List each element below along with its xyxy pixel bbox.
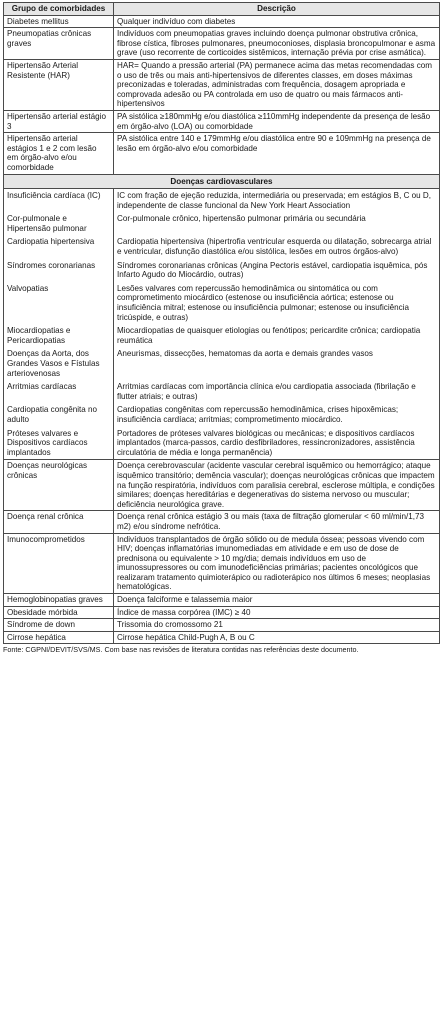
header-description-column: Descrição xyxy=(114,3,440,16)
table-header-row xyxy=(4,3,440,16)
description-cell: Qualquer indivíduo com diabetes xyxy=(114,15,440,28)
comorbidity-group-cell: Hemoglobinopatias graves xyxy=(4,594,114,607)
comorbidity-group-cell: Doença renal crônica xyxy=(4,511,114,533)
comorbidity-group-cell: Cardiopatia hipertensiva xyxy=(4,235,114,258)
section-title-cardiovascular: Doenças cardiovasculares xyxy=(4,174,440,189)
comorbidity-group-cell: Cardiopatia congênita no adulto xyxy=(4,403,114,426)
comorbidity-group-cell: Próteses valvares e Dispositivos cardíacos implantados xyxy=(4,427,114,460)
comorbidity-group-cell: Síndrome de down xyxy=(4,619,114,632)
comorbidity-group-cell: Valvopatias xyxy=(4,282,114,324)
table-row xyxy=(4,606,440,619)
description-cell: PA sistólica entre 140 e 179mmHg e/ou diastólica entre 90 e 109mmHg na presença de lesão em órgão-alvo e/ou comorbidade xyxy=(114,133,440,174)
table-row xyxy=(4,189,440,213)
comorbidity-group-cell: Hipertensão arterial estágio 3 xyxy=(4,110,114,132)
description-cell: Trissomia do cromossomo 21 xyxy=(114,619,440,632)
comorbidity-group-cell: Pneumopatias crônicas graves xyxy=(4,28,114,60)
table-row xyxy=(4,324,440,347)
table-row xyxy=(4,28,440,60)
comorbidities-table xyxy=(3,2,440,644)
description-cell: Indivíduos com pneumopatias graves incluindo doença pulmonar obstrutiva crônica, fibrose cística, fibroses pulmonares, pneumoconioses, displasia broncopulmonar e asma grave (uso recorrente de corticoides sistêmicos, internação prévia por crise asmática). xyxy=(114,28,440,60)
header-group-column: Grupo de comorbidades xyxy=(4,3,114,16)
comorbidity-group-cell: Cirrose hepática xyxy=(4,631,114,644)
table-row xyxy=(4,533,440,594)
section-row-cardiovascular xyxy=(4,174,440,189)
description-cell: Lesões valvares com repercussão hemodinâmica ou sintomática ou com comprometimento miocárdico (estenose ou insuficiência aórtica; estenose ou insuficiência mitral; estenose ou insuficiência pulmonar; estenose ou insuficiência tricúspide, e outras) xyxy=(114,282,440,324)
table-row xyxy=(4,235,440,258)
description-cell: Cor-pulmonale crônico, hipertensão pulmonar primária ou secundária xyxy=(114,212,440,235)
comorbidity-group-cell: Doenças da Aorta, dos Grandes Vasos e Fístulas arteriovenosas xyxy=(4,347,114,380)
table-row xyxy=(4,347,440,380)
table-row xyxy=(4,380,440,403)
description-cell: HAR= Quando a pressão arterial (PA) permanece acima das metas recomendadas com o uso de três ou mais anti-hipertensivos de diferentes classes, em doses máximas preconizadas e toleradas, administradas com frequência, dosagem apropriada e comprovada adesão ou PA controlada em uso de quatro ou mais fármacos anti-hipertensivos xyxy=(114,59,440,110)
comorbidity-group-cell: Diabetes mellitus xyxy=(4,15,114,28)
table-row xyxy=(4,259,440,282)
description-cell: Doença cerebrovascular (acidente vascular cerebral isquêmico ou hemorrágico; ataque isquêmico transitório; demência vascular); doenças neurológicas crônicas que impactem na função respiratória, indivíduos com paralisia cerebral, esclerose múltipla, e condições similares; doenças hereditárias e degenerativas do sistema nervoso ou muscular; deficiência neurológica grave. xyxy=(114,460,440,511)
description-cell: Cardiopatias congênitas com repercussão hemodinâmica, crises hipoxêmicas; insuficiência cardíaca; arritmias; comprometimento miocárdico. xyxy=(114,403,440,426)
description-cell: Indivíduos transplantados de órgão sólido ou de medula óssea; pessoas vivendo com HIV; doenças inflamatórias imunomediadas em atividade e em uso de dose de prednisona ou equivalente > 10 mg/dia; demais indivíduos em uso de imunossupressores ou com imunodeficiências primárias; pacientes oncológicos que realizaram tratamento quimioterápico ou radioterápico nos últimos 6 meses; neoplasias hematológicas. xyxy=(114,533,440,594)
description-cell: Síndromes coronarianas crônicas (Angina Pectoris estável, cardiopatia isquêmica, pós Infarto Agudo do Miocárdio, outras) xyxy=(114,259,440,282)
comorbidity-group-cell: Síndromes coronarianas xyxy=(4,259,114,282)
table-row xyxy=(4,511,440,533)
table-row xyxy=(4,403,440,426)
table-row xyxy=(4,110,440,132)
description-cell: Cardiopatia hipertensiva (hipertrofia ventricular esquerda ou dilatação, sobrecarga atrial e ventricular, disfunção diastólica e/ou sistólica, lesões em outros órgãos-alvo) xyxy=(114,235,440,258)
table-row xyxy=(4,15,440,28)
table-row xyxy=(4,212,440,235)
table-row xyxy=(4,427,440,460)
description-cell: Doença falciforme e talassemia maior xyxy=(114,594,440,607)
table-row xyxy=(4,59,440,110)
comorbidity-group-cell: Imunocomprometidos xyxy=(4,533,114,594)
table-row xyxy=(4,631,440,644)
comorbidity-group-cell: Hipertensão Arterial Resistente (HAR) xyxy=(4,59,114,110)
description-cell: IC com fração de ejeção reduzida, intermediária ou preservada; em estágios B, C ou D, independente de classe funcional da New York Heart Association xyxy=(114,189,440,213)
description-cell: Portadores de próteses valvares biológicas ou mecânicas; e dispositivos cardíacos implantados (marca-passos, cardio desfibriladores, ressincronizadores, assistência circulatória de média e longa permanência) xyxy=(114,427,440,460)
description-cell: PA sistólica ≥180mmHg e/ou diastólica ≥110mmHg independente da presença de lesão em órgão-alvo (LOA) ou comorbidade xyxy=(114,110,440,132)
comorbidity-group-cell: Obesidade mórbida xyxy=(4,606,114,619)
description-cell: Miocardiopatias de quaisquer etiologias ou fenótipos; pericardite crônica; cardiopatia reumática xyxy=(114,324,440,347)
table-row xyxy=(4,619,440,632)
comorbidity-group-cell: Miocardiopatias e Pericardiopatias xyxy=(4,324,114,347)
comorbidity-group-cell: Hipertensão arterial estágios 1 e 2 com lesão em órgão-alvo e/ou comorbidade xyxy=(4,133,114,174)
table-row xyxy=(4,594,440,607)
comorbidity-group-cell: Arritmias cardíacas xyxy=(4,380,114,403)
description-cell: Arritmias cardíacas com importância clínica e/ou cardiopatia associada (fibrilação e flutter atriais; e outras) xyxy=(114,380,440,403)
comorbidity-group-cell: Insuficiência cardíaca (IC) xyxy=(4,189,114,213)
table-row xyxy=(4,282,440,324)
table-row xyxy=(4,133,440,174)
comorbidity-group-cell: Doenças neurológicas crônicas xyxy=(4,460,114,511)
source-footnote: Fonte: CGPNI/DEVIT/SVS/MS. Com base nas revisões de literatura contidas nas referências deste documento. xyxy=(3,645,359,655)
comorbidity-group-cell: Cor-pulmonale e Hipertensão pulmonar xyxy=(4,212,114,235)
description-cell: Doença renal crônica estágio 3 ou mais (taxa de filtração glomerular < 60 ml/min/1,73 m2) e/ou síndrome nefrótica. xyxy=(114,511,440,533)
table-row xyxy=(4,460,440,511)
description-cell: Índice de massa corpórea (IMC) ≥ 40 xyxy=(114,606,440,619)
description-cell: Cirrose hepática Child-Pugh A, B ou C xyxy=(114,631,440,644)
description-cell: Aneurismas, dissecções, hematomas da aorta e demais grandes vasos xyxy=(114,347,440,380)
